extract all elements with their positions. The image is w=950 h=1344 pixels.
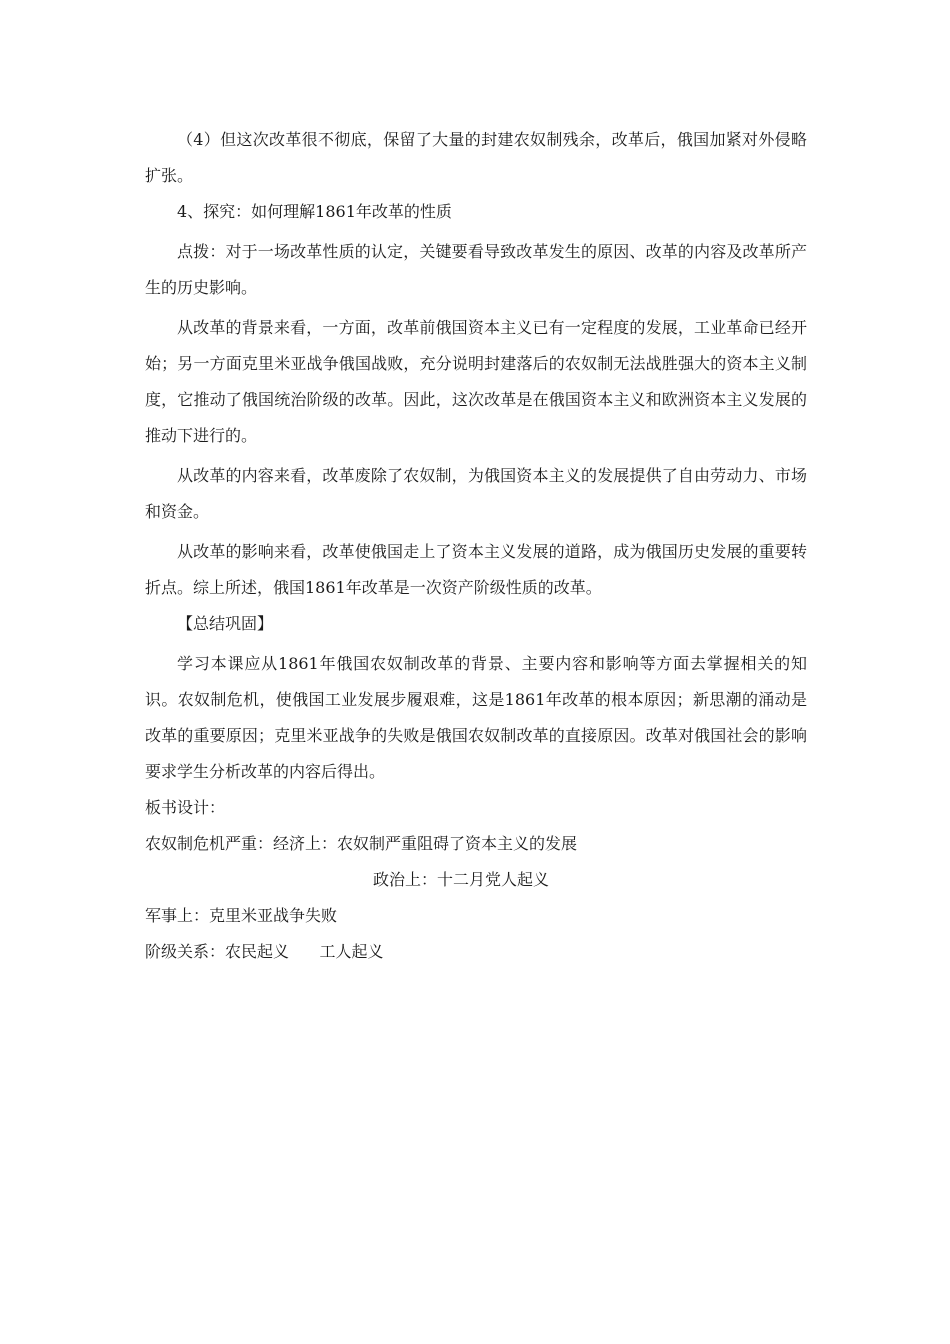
blackboard-design [145,790,807,970]
paragraph-background: 从改革的背景来看，一方面，改革前俄国资本主义已有一定程度的发展，工业革命已经开始；另一方面克里米亚战争俄国战败，充分说明封建落后的农奴制无法战胜强大的资本主义制度，它推动了俄国统治阶级的改革。因此，这次改革是在俄国资本主义和欧洲资本主义发展的推动下进行的。 [145,318,807,445]
summary-heading: 【总结巩固】 [177,614,274,633]
board-line-politics: 政治上：十二月党人起义 [373,870,550,889]
inquiry-heading: 4、探究：如何理解1861年改革的性质 [177,202,452,221]
paragraph-influence: 从改革的影响来看，改革使俄国走上了资本主义发展的道路，成为俄国历史发展的重要转折点。综上所述，俄国1861年改革是一次资产阶级性质的改革。 [145,542,807,597]
paragraph-reform-limitation: （4）但这次改革很不彻底，保留了大量的封建农奴制残余，改革后，俄国加紧对外侵略扩张。 [145,130,807,185]
board-line-economy: 农奴制危机严重：经济上：农奴制严重阻碍了资本主义的发展 [145,834,578,853]
paragraph-summary: 学习本课应从1861年俄国农奴制改革的背景、主要内容和影响等方面去掌握相关的知识。农奴制危机，使俄国工业发展步履艰难，这是1861年改革的根本原因；新思潮的涌动是改革的重要原因；克里米亚战争的失败是俄国农奴制改革的直接原因。改革对俄国社会的影响要求学生分析改革的内容后得出。 [145,654,807,781]
paragraph-hint: 点拨：对于一场改革性质的认定，关键要看导致改革发生的原因、改革的内容及改革所产生的历史影响。 [145,242,807,297]
document-body [145,122,807,970]
paragraph-content: 从改革的内容来看，改革废除了农奴制，为俄国资本主义的发展提供了自由劳动力、市场和资金。 [145,466,807,521]
board-title: 板书设计： [145,798,226,817]
board-line-class: 阶级关系：农民起义 工人起义 [145,942,384,961]
board-line-military: 军事上：克里米亚战争失败 [145,906,338,925]
